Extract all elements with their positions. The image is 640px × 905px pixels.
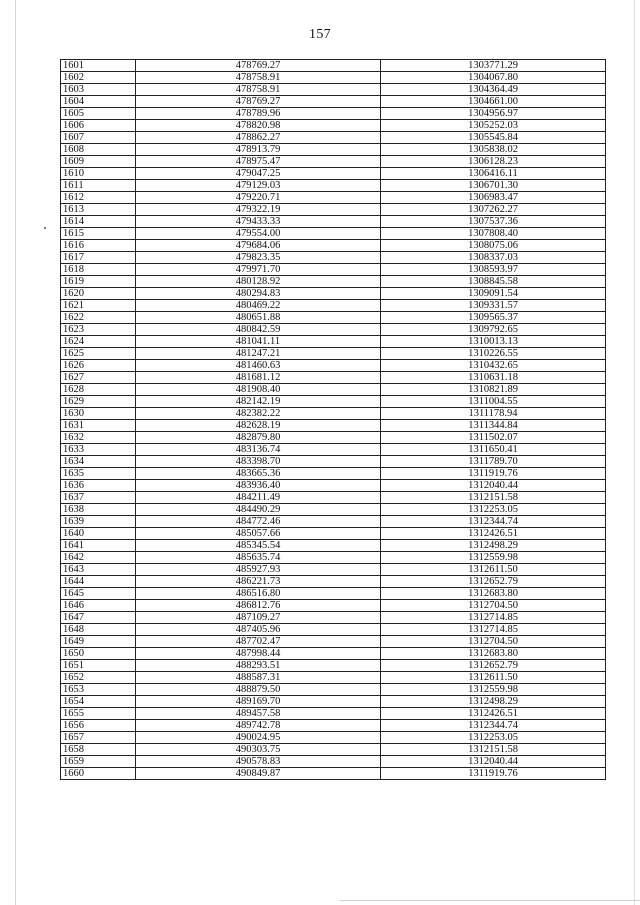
y-coordinate-cell: 1309792.65 (381, 324, 606, 336)
y-coordinate-cell: 1306701.30 (381, 180, 606, 192)
table-row (61, 600, 606, 612)
y-coordinate-cell: 1304956.97 (381, 108, 606, 120)
y-coordinate-cell: 1306416.11 (381, 168, 606, 180)
x-coordinate-cell: 486221.73 (136, 576, 381, 588)
point-number-cell: 1644 (61, 576, 136, 588)
x-coordinate-cell: 482879.80 (136, 432, 381, 444)
x-coordinate-cell: 480842.59 (136, 324, 381, 336)
x-coordinate-cell: 481247.21 (136, 348, 381, 360)
y-coordinate-cell: 1312040.44 (381, 480, 606, 492)
point-number-cell: 1616 (61, 240, 136, 252)
x-coordinate-cell: 479322.19 (136, 204, 381, 216)
table-row (61, 660, 606, 672)
x-coordinate-cell: 478975.47 (136, 156, 381, 168)
table-row (61, 168, 606, 180)
table-row (61, 456, 606, 468)
point-number-cell: 1617 (61, 252, 136, 264)
y-coordinate-cell: 1312714.85 (381, 624, 606, 636)
y-coordinate-cell: 1312611.50 (381, 672, 606, 684)
y-coordinate-cell: 1306128.23 (381, 156, 606, 168)
point-number-cell: 1658 (61, 744, 136, 756)
point-number-cell: 1605 (61, 108, 136, 120)
point-number-cell: 1654 (61, 696, 136, 708)
point-number-cell: 1649 (61, 636, 136, 648)
x-coordinate-cell: 480469.22 (136, 300, 381, 312)
x-coordinate-cell: 481041.11 (136, 336, 381, 348)
table-row (61, 504, 606, 516)
y-coordinate-cell: 1304067.80 (381, 72, 606, 84)
table-row (61, 84, 606, 96)
point-number-cell: 1601 (61, 60, 136, 72)
y-coordinate-cell: 1307537.36 (381, 216, 606, 228)
point-number-cell: 1648 (61, 624, 136, 636)
point-number-cell: 1613 (61, 204, 136, 216)
y-coordinate-cell: 1311789.70 (381, 456, 606, 468)
y-coordinate-cell: 1312253.05 (381, 504, 606, 516)
point-number-cell: 1634 (61, 456, 136, 468)
point-number-cell: 1638 (61, 504, 136, 516)
point-number-cell: 1647 (61, 612, 136, 624)
table-row (61, 696, 606, 708)
x-coordinate-cell: 479047.25 (136, 168, 381, 180)
point-number-cell: 1606 (61, 120, 136, 132)
table-row (61, 264, 606, 276)
point-number-cell: 1660 (61, 768, 136, 780)
point-number-cell: 1612 (61, 192, 136, 204)
table-row (61, 228, 606, 240)
table-row (61, 336, 606, 348)
table-row (61, 576, 606, 588)
table-row (61, 480, 606, 492)
y-coordinate-cell: 1304364.49 (381, 84, 606, 96)
point-number-cell: 1614 (61, 216, 136, 228)
page-number: 157 (309, 27, 331, 42)
x-coordinate-cell: 479129.03 (136, 180, 381, 192)
scan-speck (44, 227, 46, 229)
y-coordinate-cell: 1310013.13 (381, 336, 606, 348)
table-row (61, 180, 606, 192)
table-row (61, 108, 606, 120)
table-row (61, 708, 606, 720)
y-coordinate-cell: 1311919.76 (381, 768, 606, 780)
table-row (61, 612, 606, 624)
x-coordinate-cell: 488879.50 (136, 684, 381, 696)
y-coordinate-cell: 1312611.50 (381, 564, 606, 576)
point-number-cell: 1640 (61, 528, 136, 540)
point-number-cell: 1602 (61, 72, 136, 84)
y-coordinate-cell: 1310631.18 (381, 372, 606, 384)
table-row (61, 216, 606, 228)
y-coordinate-cell: 1305838.02 (381, 144, 606, 156)
table-row (61, 300, 606, 312)
table-row (61, 516, 606, 528)
point-number-cell: 1626 (61, 360, 136, 372)
x-coordinate-cell: 482382.22 (136, 408, 381, 420)
table-row (61, 552, 606, 564)
y-coordinate-cell: 1312344.74 (381, 516, 606, 528)
x-coordinate-cell: 488293.51 (136, 660, 381, 672)
table-row (61, 672, 606, 684)
x-coordinate-cell: 483136.74 (136, 444, 381, 456)
y-coordinate-cell: 1312151.58 (381, 744, 606, 756)
scan-edge-bottom (340, 900, 640, 901)
y-coordinate-cell: 1312344.74 (381, 720, 606, 732)
y-coordinate-cell: 1310226.55 (381, 348, 606, 360)
x-coordinate-cell: 485345.54 (136, 540, 381, 552)
y-coordinate-cell: 1310432.65 (381, 360, 606, 372)
y-coordinate-cell: 1312426.51 (381, 528, 606, 540)
y-coordinate-cell: 1312559.98 (381, 552, 606, 564)
table-row (61, 636, 606, 648)
y-coordinate-cell: 1311502.07 (381, 432, 606, 444)
coordinates-table (60, 59, 606, 780)
point-number-cell: 1610 (61, 168, 136, 180)
point-number-cell: 1624 (61, 336, 136, 348)
x-coordinate-cell: 479684.06 (136, 240, 381, 252)
x-coordinate-cell: 483936.40 (136, 480, 381, 492)
table-row (61, 744, 606, 756)
coordinates-table-body (61, 60, 606, 780)
point-number-cell: 1659 (61, 756, 136, 768)
y-coordinate-cell: 1311178.94 (381, 408, 606, 420)
x-coordinate-cell: 487405.96 (136, 624, 381, 636)
table-row (61, 444, 606, 456)
x-coordinate-cell: 488587.31 (136, 672, 381, 684)
y-coordinate-cell: 1305252.03 (381, 120, 606, 132)
x-coordinate-cell: 487998.44 (136, 648, 381, 660)
y-coordinate-cell: 1307262.27 (381, 204, 606, 216)
table-row (61, 396, 606, 408)
point-number-cell: 1628 (61, 384, 136, 396)
x-coordinate-cell: 484772.46 (136, 516, 381, 528)
point-number-cell: 1637 (61, 492, 136, 504)
x-coordinate-cell: 478769.27 (136, 60, 381, 72)
x-coordinate-cell: 486812.76 (136, 600, 381, 612)
table-row (61, 648, 606, 660)
y-coordinate-cell: 1312151.58 (381, 492, 606, 504)
x-coordinate-cell: 478913.79 (136, 144, 381, 156)
point-number-cell: 1653 (61, 684, 136, 696)
table-row (61, 120, 606, 132)
point-number-cell: 1620 (61, 288, 136, 300)
y-coordinate-cell: 1312683.80 (381, 648, 606, 660)
y-coordinate-cell: 1311650.41 (381, 444, 606, 456)
x-coordinate-cell: 482628.19 (136, 420, 381, 432)
point-number-cell: 1631 (61, 420, 136, 432)
y-coordinate-cell: 1311919.76 (381, 468, 606, 480)
x-coordinate-cell: 480651.88 (136, 312, 381, 324)
x-coordinate-cell: 485927.93 (136, 564, 381, 576)
x-coordinate-cell: 479823.35 (136, 252, 381, 264)
table-row (61, 408, 606, 420)
x-coordinate-cell: 481460.63 (136, 360, 381, 372)
y-coordinate-cell: 1312652.79 (381, 660, 606, 672)
y-coordinate-cell: 1304661.00 (381, 96, 606, 108)
x-coordinate-cell: 489457.58 (136, 708, 381, 720)
x-coordinate-cell: 486516.80 (136, 588, 381, 600)
x-coordinate-cell: 478789.96 (136, 108, 381, 120)
point-number-cell: 1608 (61, 144, 136, 156)
point-number-cell: 1636 (61, 480, 136, 492)
table-row (61, 204, 606, 216)
point-number-cell: 1607 (61, 132, 136, 144)
x-coordinate-cell: 482142.19 (136, 396, 381, 408)
table-row (61, 252, 606, 264)
y-coordinate-cell: 1306983.47 (381, 192, 606, 204)
x-coordinate-cell: 484211.49 (136, 492, 381, 504)
x-coordinate-cell: 480294.83 (136, 288, 381, 300)
y-coordinate-cell: 1305545.84 (381, 132, 606, 144)
x-coordinate-cell: 479433.33 (136, 216, 381, 228)
x-coordinate-cell: 478769.27 (136, 96, 381, 108)
x-coordinate-cell: 489169.70 (136, 696, 381, 708)
point-number-cell: 1615 (61, 228, 136, 240)
y-coordinate-cell: 1308075.06 (381, 240, 606, 252)
y-coordinate-cell: 1311344.84 (381, 420, 606, 432)
point-number-cell: 1629 (61, 396, 136, 408)
table-row (61, 384, 606, 396)
x-coordinate-cell: 490578.83 (136, 756, 381, 768)
table-row (61, 156, 606, 168)
x-coordinate-cell: 478758.91 (136, 84, 381, 96)
scan-edge-left (15, 0, 16, 905)
y-coordinate-cell: 1309331.57 (381, 300, 606, 312)
y-coordinate-cell: 1312559.98 (381, 684, 606, 696)
x-coordinate-cell: 479220.71 (136, 192, 381, 204)
table-row (61, 72, 606, 84)
y-coordinate-cell: 1310821.89 (381, 384, 606, 396)
table-row (61, 60, 606, 72)
point-number-cell: 1643 (61, 564, 136, 576)
table-row (61, 420, 606, 432)
point-number-cell: 1657 (61, 732, 136, 744)
point-number-cell: 1656 (61, 720, 136, 732)
point-number-cell: 1609 (61, 156, 136, 168)
scan-edge-right (634, 0, 635, 905)
table-row (61, 720, 606, 732)
x-coordinate-cell: 483398.70 (136, 456, 381, 468)
table-row (61, 432, 606, 444)
point-number-cell: 1625 (61, 348, 136, 360)
table-row (61, 132, 606, 144)
y-coordinate-cell: 1308845.58 (381, 276, 606, 288)
y-coordinate-cell: 1312704.50 (381, 636, 606, 648)
x-coordinate-cell: 490849.87 (136, 768, 381, 780)
point-number-cell: 1604 (61, 96, 136, 108)
x-coordinate-cell: 490303.75 (136, 744, 381, 756)
y-coordinate-cell: 1312426.51 (381, 708, 606, 720)
point-number-cell: 1635 (61, 468, 136, 480)
x-coordinate-cell: 478862.27 (136, 132, 381, 144)
x-coordinate-cell: 481908.40 (136, 384, 381, 396)
y-coordinate-cell: 1303771.29 (381, 60, 606, 72)
table-row (61, 372, 606, 384)
point-number-cell: 1630 (61, 408, 136, 420)
y-coordinate-cell: 1311004.55 (381, 396, 606, 408)
point-number-cell: 1621 (61, 300, 136, 312)
point-number-cell: 1650 (61, 648, 136, 660)
table-row (61, 564, 606, 576)
point-number-cell: 1645 (61, 588, 136, 600)
x-coordinate-cell: 490024.95 (136, 732, 381, 744)
x-coordinate-cell: 485057.66 (136, 528, 381, 540)
table-row (61, 588, 606, 600)
table-row (61, 240, 606, 252)
point-number-cell: 1611 (61, 180, 136, 192)
point-number-cell: 1633 (61, 444, 136, 456)
table-row (61, 312, 606, 324)
x-coordinate-cell: 485635.74 (136, 552, 381, 564)
point-number-cell: 1627 (61, 372, 136, 384)
point-number-cell: 1603 (61, 84, 136, 96)
table-row (61, 492, 606, 504)
point-number-cell: 1623 (61, 324, 136, 336)
y-coordinate-cell: 1312253.05 (381, 732, 606, 744)
x-coordinate-cell: 478758.91 (136, 72, 381, 84)
table-row (61, 324, 606, 336)
y-coordinate-cell: 1308593.97 (381, 264, 606, 276)
x-coordinate-cell: 487109.27 (136, 612, 381, 624)
y-coordinate-cell: 1312704.50 (381, 600, 606, 612)
x-coordinate-cell: 479971.70 (136, 264, 381, 276)
table-row (61, 732, 606, 744)
x-coordinate-cell: 479554.00 (136, 228, 381, 240)
table-row (61, 348, 606, 360)
x-coordinate-cell: 478820.98 (136, 120, 381, 132)
table-row (61, 360, 606, 372)
point-number-cell: 1639 (61, 516, 136, 528)
x-coordinate-cell: 489742.78 (136, 720, 381, 732)
table-row (61, 528, 606, 540)
table-row (61, 624, 606, 636)
point-number-cell: 1622 (61, 312, 136, 324)
table-row (61, 192, 606, 204)
y-coordinate-cell: 1309565.37 (381, 312, 606, 324)
point-number-cell: 1646 (61, 600, 136, 612)
point-number-cell: 1632 (61, 432, 136, 444)
x-coordinate-cell: 480128.92 (136, 276, 381, 288)
x-coordinate-cell: 487702.47 (136, 636, 381, 648)
point-number-cell: 1619 (61, 276, 136, 288)
table-row (61, 756, 606, 768)
y-coordinate-cell: 1309091.54 (381, 288, 606, 300)
x-coordinate-cell: 483665.36 (136, 468, 381, 480)
y-coordinate-cell: 1312498.29 (381, 696, 606, 708)
point-number-cell: 1641 (61, 540, 136, 552)
point-number-cell: 1642 (61, 552, 136, 564)
y-coordinate-cell: 1312683.80 (381, 588, 606, 600)
point-number-cell: 1655 (61, 708, 136, 720)
y-coordinate-cell: 1308337.03 (381, 252, 606, 264)
x-coordinate-cell: 481681.12 (136, 372, 381, 384)
y-coordinate-cell: 1312498.29 (381, 540, 606, 552)
table-row (61, 468, 606, 480)
y-coordinate-cell: 1312714.85 (381, 612, 606, 624)
point-number-cell: 1651 (61, 660, 136, 672)
y-coordinate-cell: 1307808.40 (381, 228, 606, 240)
point-number-cell: 1618 (61, 264, 136, 276)
table-row (61, 540, 606, 552)
point-number-cell: 1652 (61, 672, 136, 684)
table-row (61, 288, 606, 300)
table-row (61, 144, 606, 156)
table-row (61, 684, 606, 696)
y-coordinate-cell: 1312652.79 (381, 576, 606, 588)
table-row (61, 96, 606, 108)
table-row (61, 276, 606, 288)
y-coordinate-cell: 1312040.44 (381, 756, 606, 768)
x-coordinate-cell: 484490.29 (136, 504, 381, 516)
table-row (61, 768, 606, 780)
